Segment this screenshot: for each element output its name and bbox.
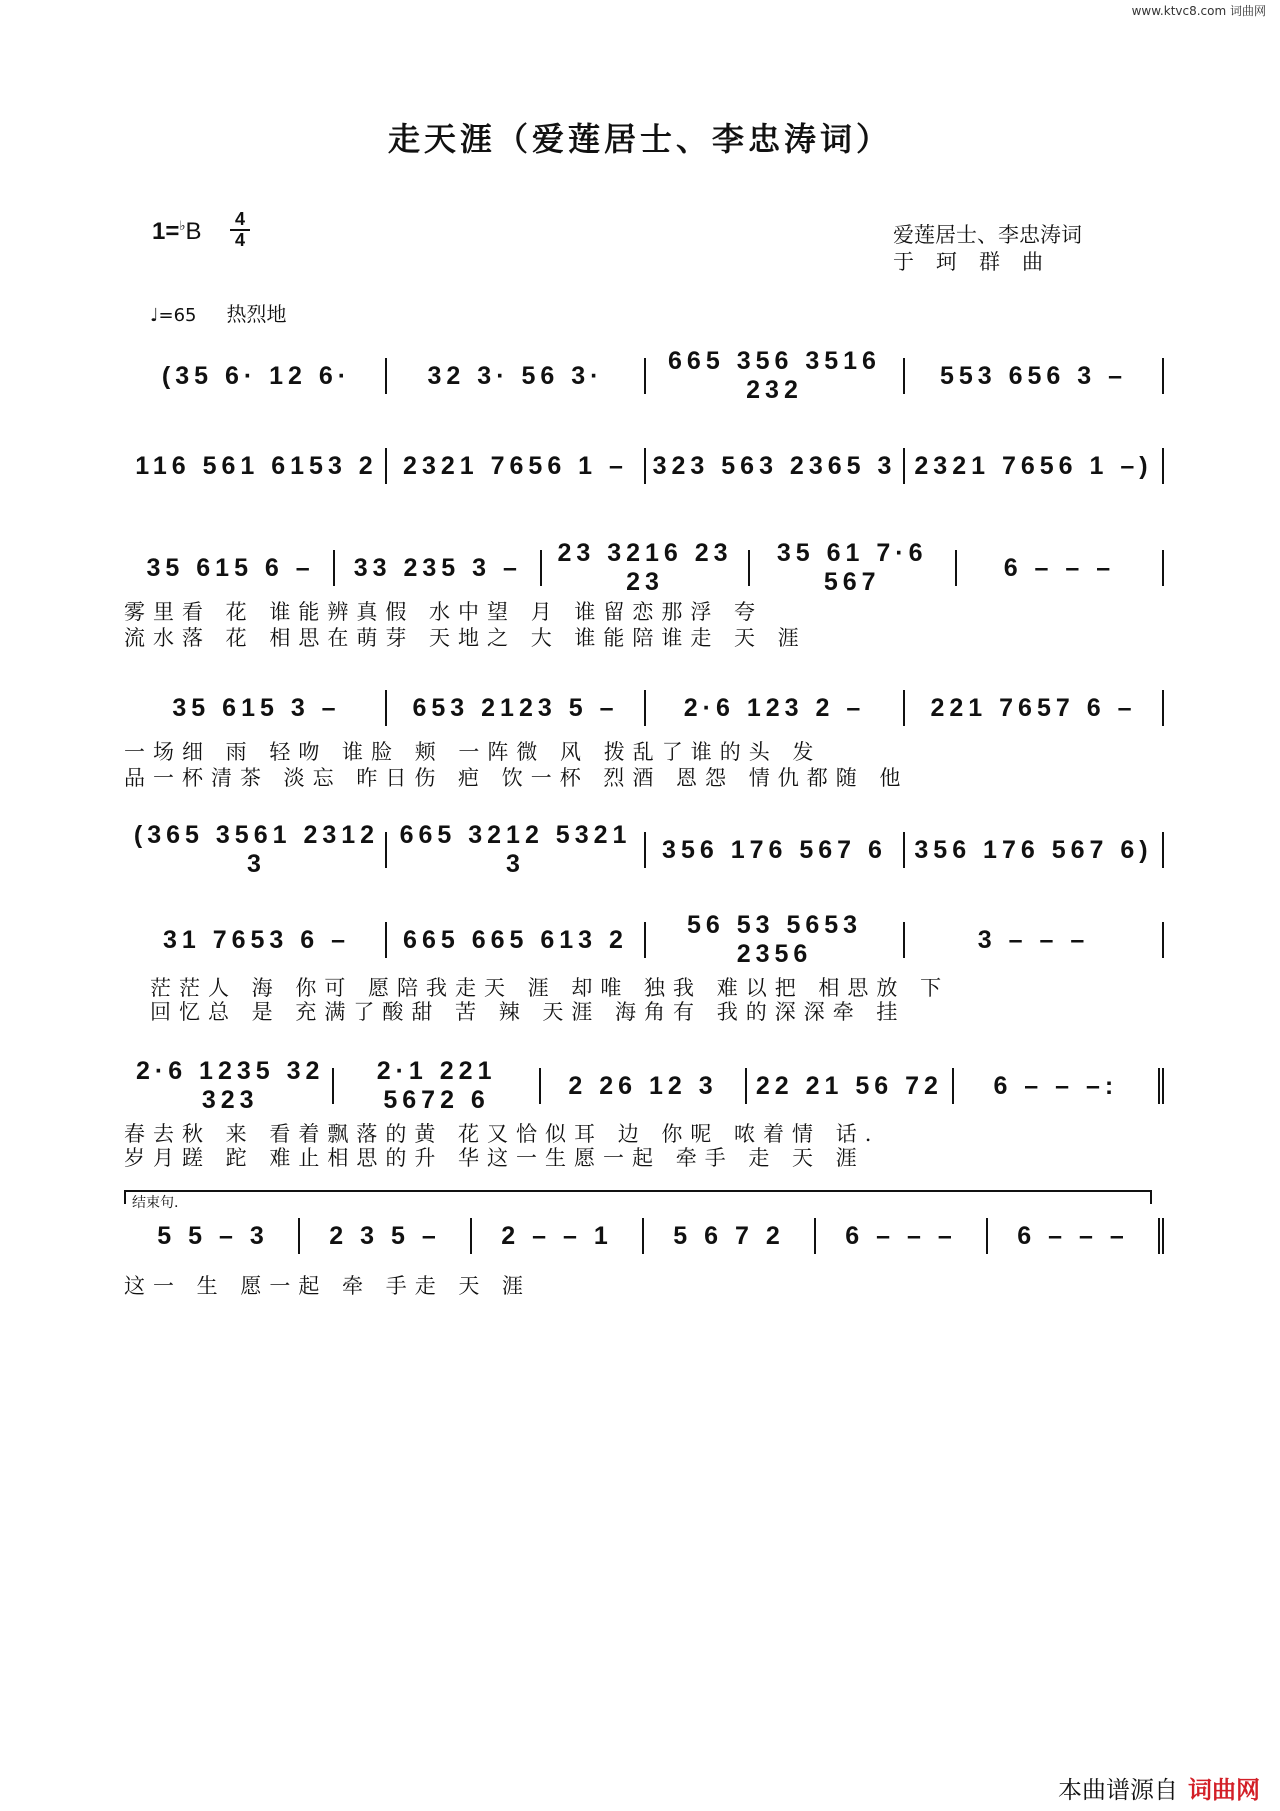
footer-brand[interactable]: 词曲网 — [1188, 1775, 1260, 1804]
measure: 2·6 123 2 – — [646, 690, 905, 726]
measure: 35 615 6 – — [128, 550, 335, 586]
ending-label: 结束句. — [132, 1195, 179, 1211]
lyricist-credit: 爱莲居士、李忠涛词 — [893, 223, 1082, 247]
lyric-line: 一场细 雨 轻吻 谁脸 颊 一阵微 风 拨乱了谁的头 发 — [124, 740, 822, 764]
measure: 2321 7656 1 – — [387, 448, 646, 484]
expression-marking: 热烈地 — [226, 302, 287, 326]
measure: 6 – – – — [988, 1218, 1164, 1254]
music-line-5 — [128, 821, 1164, 878]
measure: 5 5 – 3 — [128, 1218, 300, 1254]
measure: 116 561 6153 2 — [128, 448, 387, 484]
key-prefix: 1= — [152, 218, 180, 245]
measure: 356 176 567 6 — [646, 832, 905, 868]
measure: 22 21 56 72 — [747, 1068, 953, 1104]
music-line-3 — [128, 539, 1164, 596]
lyric-line: 雾里看 花 谁能辨真假 水中望 月 谁留恋那浮 夸 — [124, 600, 764, 624]
measure: 553 656 3 – — [905, 358, 1164, 394]
measure: 31 7653 6 – — [128, 922, 387, 958]
music-line-7 — [128, 1057, 1164, 1114]
time-signature-top: 4 — [234, 209, 245, 229]
measure: 653 2123 5 – — [387, 690, 646, 726]
measure: (365 3561 2312 3 — [128, 832, 387, 868]
measure: 2·6 1235 32 323 — [128, 1068, 334, 1104]
lyric-line: 岁月蹉 跎 难止相思的升 华这一生愿一起 牵手 走 天 涯 — [124, 1146, 865, 1170]
measure: 2 – – 1 — [472, 1218, 644, 1254]
measure: 2·1 221 5672 6 — [334, 1068, 540, 1104]
footer-text: 本曲谱源自 — [1058, 1776, 1178, 1804]
music-line-6 — [128, 911, 1164, 968]
lyric-line: 春去秋 来 看着飘落的黄 花又恰似耳 边 你呢 哝着情 话. — [124, 1122, 880, 1146]
measure: 6 – – –: — [954, 1068, 1164, 1104]
music-line-4 — [128, 690, 1164, 726]
measure: 323 563 2365 3 — [646, 448, 905, 484]
lyric-line: 茫茫人 海 你可 愿陪我走天 涯 却唯 独我 难以把 相思放 下 — [150, 976, 950, 1000]
measure: 2321 7656 1 –) — [905, 448, 1164, 484]
measure: 6 – – – — [816, 1218, 988, 1254]
measure: 665 356 3516 232 — [646, 358, 905, 394]
measure: 6 – – – — [957, 550, 1164, 586]
measure: (35 6· 12 6· — [128, 358, 387, 394]
tempo-marking: ♩=65 — [150, 305, 197, 326]
music-line-1 — [128, 347, 1164, 404]
ending-bracket — [124, 1190, 1152, 1204]
watermark: www.ktvc8.com 词曲网 — [1131, 4, 1266, 18]
lyric-line: 回忆总 是 充满了酸甜 苦 辣 天涯 海角有 我的深深牵 挂 — [150, 1000, 906, 1024]
measure: 3 – – – — [905, 922, 1164, 958]
page-title: 走天涯（爱莲居士、李忠涛词） — [387, 120, 892, 158]
measure: 35 615 3 – — [128, 690, 387, 726]
measure: 32 3· 56 3· — [387, 358, 646, 394]
measure: 221 7657 6 – — [905, 690, 1164, 726]
measure: 33 235 3 – — [335, 550, 542, 586]
measure: 2 26 12 3 — [541, 1068, 747, 1104]
flat-sign: ♭ — [179, 218, 186, 233]
tempo — [150, 298, 286, 327]
footer — [1058, 1770, 1260, 1805]
lyric-line: 这一 生 愿一起 牵 手走 天 涯 — [124, 1274, 532, 1298]
composer-credit: 于珂群曲 — [893, 250, 1065, 274]
lyric-line: 品一杯清茶 淡忘 昨日伤 疤 饮一杯 烈酒 恩怨 情仇都随 他 — [124, 766, 909, 790]
measure: 23 3216 23 23 — [542, 550, 749, 586]
measure: 56 53 5653 2356 — [646, 922, 905, 958]
music-line-2 — [128, 448, 1164, 484]
time-signature-bottom: 4 — [230, 229, 250, 250]
measure: 665 665 613 2 — [387, 922, 646, 958]
measure: 35 61 7·6 567 — [750, 550, 957, 586]
measure: 665 3212 5321 3 — [387, 832, 646, 868]
credits — [893, 222, 1082, 276]
lyric-line: 流水落 花 相思在萌芽 天地之 大 谁能陪谁走 天 涯 — [124, 626, 807, 650]
measure: 5 6 7 2 — [644, 1218, 816, 1254]
music-line-8 — [128, 1218, 1164, 1254]
time-signature — [230, 210, 250, 250]
measure: 356 176 567 6) — [905, 832, 1164, 868]
key-note: B — [185, 218, 202, 245]
key-signature — [152, 218, 202, 246]
measure: 2 3 5 – — [300, 1218, 472, 1254]
